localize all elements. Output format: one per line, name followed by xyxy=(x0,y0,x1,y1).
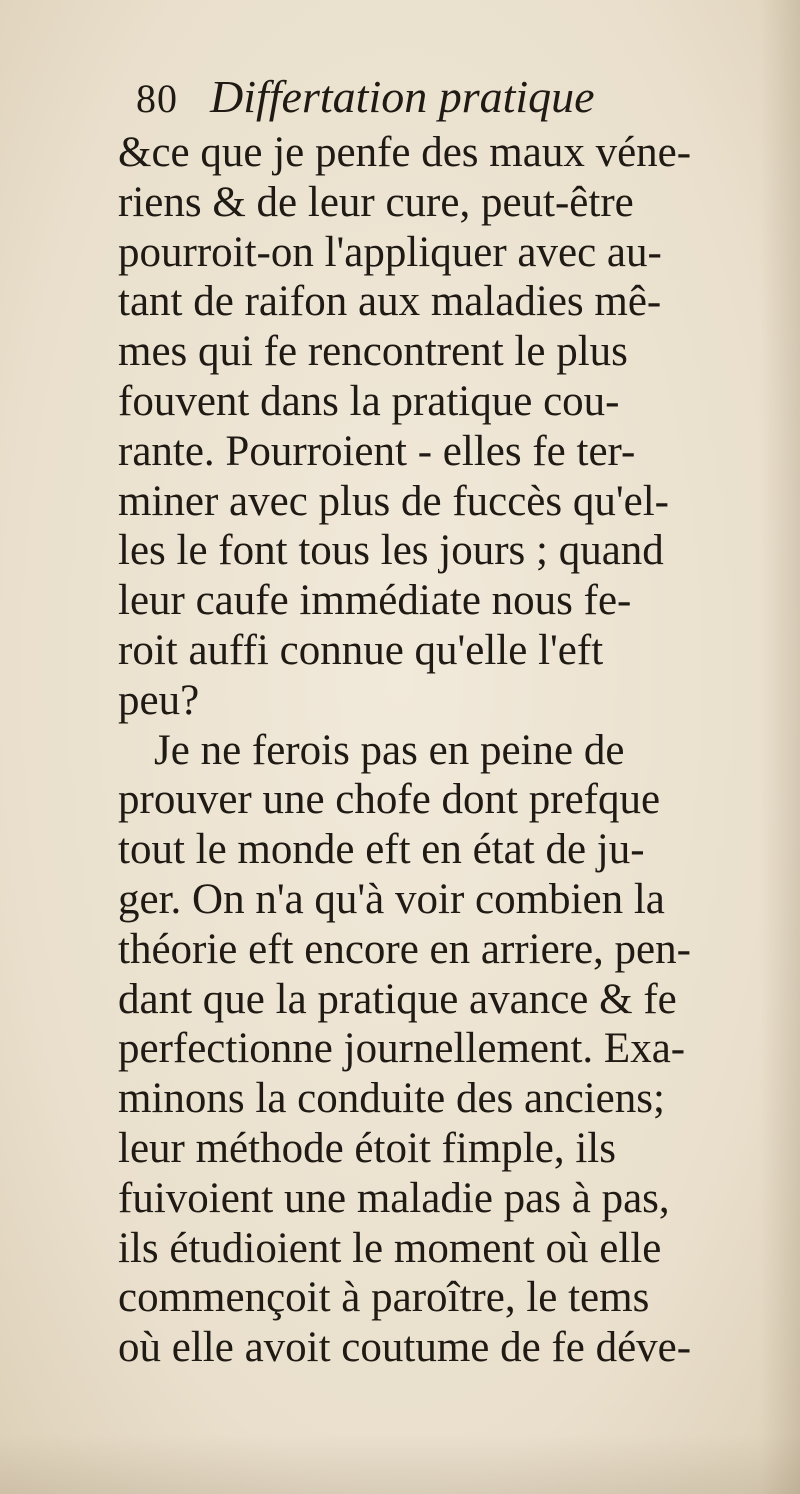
text-line: leur caufe immédiate nous fe- xyxy=(118,577,632,625)
text-line: prouver une chofe dont prefque xyxy=(118,776,661,824)
text-line: les le font tous les jours ; quand xyxy=(118,527,664,575)
text-line: tant de raifon aux maladies mê- xyxy=(118,278,662,326)
text-line: riens & de leur cure, peut-être xyxy=(118,178,634,226)
text-line: minons la conduite des anciens; xyxy=(118,1075,665,1123)
text-line: ger. On n'a qu'à voir combien la xyxy=(118,875,665,923)
text-line: perfectionne journellement. Exa- xyxy=(118,1025,686,1073)
text-line: leur méthode étoit fimple, ils xyxy=(118,1124,616,1172)
page-number: 80 xyxy=(136,76,178,121)
text-line: théorie eft encore en arriere, pen- xyxy=(118,925,691,973)
text-line: ils étudioient le moment où elle xyxy=(118,1224,662,1272)
text-line: miner avec plus de fuccès qu'el- xyxy=(118,477,669,525)
body-text xyxy=(118,128,778,1373)
running-title: Differtation pratique xyxy=(210,71,595,122)
text-line: roit auffi connue qu'elle l'eft xyxy=(118,626,604,674)
text-line: tout le monde eft en état de ju- xyxy=(118,826,645,874)
text-line: fouvent dans la pratique cou- xyxy=(118,377,620,425)
text-line: peu? xyxy=(118,676,200,724)
text-line: mes qui fe rencontrent le plus xyxy=(118,328,628,376)
text-line: pourroit-on l'appliquer avec au- xyxy=(118,228,662,276)
page-edge-shadow xyxy=(760,0,800,1494)
paragraph-start-line: Je ne ferois pas en peine de xyxy=(154,726,625,774)
text-line: dant que la pratique avance & fe xyxy=(118,975,677,1023)
text-line: &ce que je penfe des maux véne- xyxy=(118,129,692,176)
text-line: où elle avoit coutume de fe déve- xyxy=(118,1324,692,1372)
text-line: fuivoient une maladie pas à pas, xyxy=(118,1174,670,1222)
page-bottom-shadow xyxy=(0,1434,800,1494)
text-line: rante. Pourroient - elles fe ter- xyxy=(118,427,636,475)
page-header xyxy=(136,70,756,130)
text-line: commençoit à paroître, le tems xyxy=(118,1274,650,1322)
